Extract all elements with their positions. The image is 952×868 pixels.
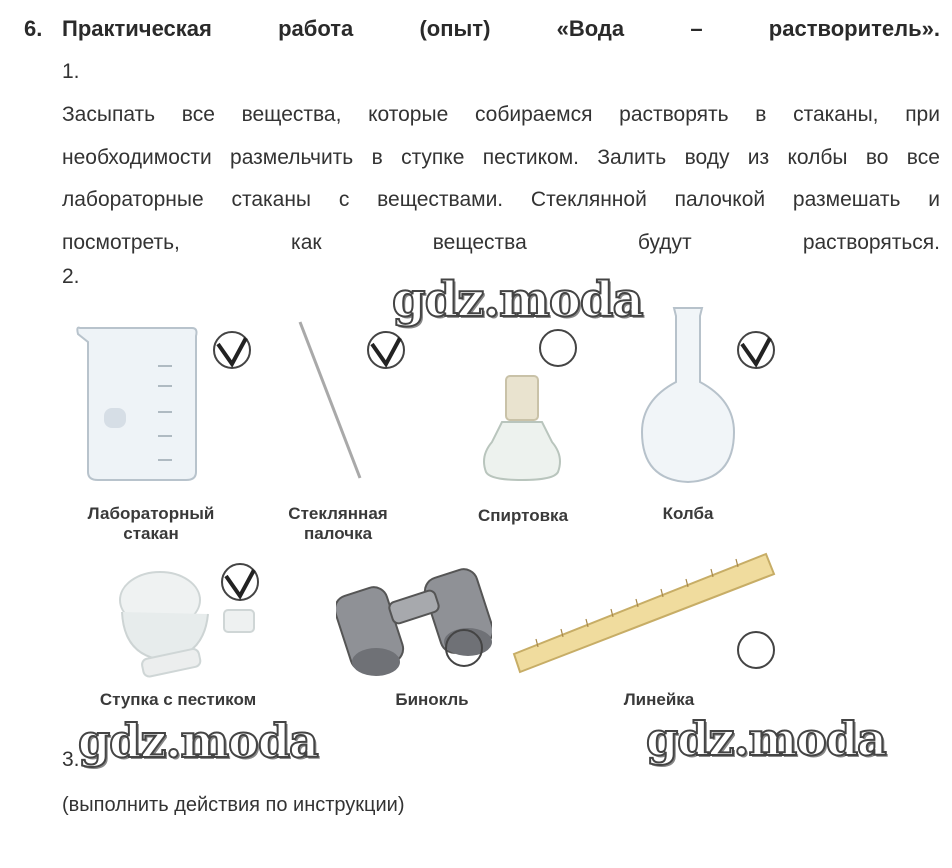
flask-icon bbox=[638, 304, 738, 486]
word: в bbox=[371, 145, 383, 169]
title-word: растворитель». bbox=[768, 16, 940, 41]
checkmark-icon bbox=[366, 330, 406, 370]
checkmark-icon bbox=[220, 562, 260, 602]
watermark: gdz.moda bbox=[78, 714, 318, 768]
empty-circle-icon bbox=[444, 628, 484, 668]
word: размельчить bbox=[230, 145, 354, 169]
task-title bbox=[62, 14, 940, 44]
step-2-number: 2. bbox=[62, 265, 80, 288]
spirit-lamp-icon bbox=[478, 372, 566, 484]
word: стаканы, bbox=[793, 103, 879, 126]
word: веществами. bbox=[377, 188, 504, 211]
watermark: gdz.moda bbox=[392, 272, 643, 328]
beaker-label bbox=[66, 504, 236, 544]
word: все bbox=[906, 145, 940, 169]
task-number: 6. bbox=[24, 16, 43, 41]
step-3-number: 3. bbox=[62, 748, 80, 771]
word: размешать bbox=[792, 188, 901, 211]
label-line: Лабораторный bbox=[87, 504, 215, 523]
word: из bbox=[747, 145, 770, 169]
paragraph-line bbox=[62, 222, 940, 265]
word: в bbox=[755, 103, 767, 126]
spirit-lamp-label: Спиртовка bbox=[477, 506, 569, 525]
title-word: «Вода bbox=[556, 16, 625, 41]
title-word: Практическая bbox=[62, 16, 212, 41]
word: пестиком. bbox=[482, 145, 579, 169]
word: которые bbox=[368, 103, 449, 126]
word: посмотреть, bbox=[62, 230, 180, 254]
word: собираемся bbox=[474, 103, 593, 126]
word: растворяться. bbox=[802, 230, 940, 254]
word: будут bbox=[637, 230, 692, 254]
word: вещества bbox=[432, 230, 527, 254]
word: все bbox=[181, 103, 215, 126]
glass-rod-label bbox=[268, 504, 408, 544]
word: колбы bbox=[787, 145, 848, 169]
step-1-number: 1. bbox=[62, 60, 80, 83]
word: необходимости bbox=[62, 145, 212, 169]
word: как bbox=[291, 230, 322, 254]
paragraph-line bbox=[62, 94, 940, 137]
paragraph-line bbox=[62, 179, 940, 222]
word: Засыпать bbox=[62, 103, 156, 126]
flask-label: Колба bbox=[662, 504, 714, 523]
label-line: палочка bbox=[303, 524, 373, 543]
label-line: Стеклянная bbox=[288, 504, 388, 523]
word: Стеклянной bbox=[530, 188, 647, 211]
watermark: gdz.moda bbox=[646, 712, 886, 766]
word: при bbox=[905, 103, 940, 126]
word: во bbox=[865, 145, 889, 169]
task-heading bbox=[24, 14, 940, 44]
mortar-label: Ступка с пестиком bbox=[99, 690, 257, 709]
word: стаканы bbox=[231, 188, 312, 211]
word: с bbox=[338, 188, 350, 211]
word: и bbox=[928, 188, 940, 211]
footer-note: (выполнить действия по инструкции) bbox=[62, 794, 405, 816]
title-word: работа bbox=[278, 16, 354, 41]
checkmark-icon bbox=[212, 330, 252, 370]
word: растворять bbox=[619, 103, 729, 126]
beaker-icon bbox=[74, 322, 206, 484]
title-word: – bbox=[690, 16, 703, 41]
ruler-label: Линейка bbox=[623, 690, 695, 709]
word: вещества, bbox=[241, 103, 342, 126]
word: ступке bbox=[401, 145, 465, 169]
word: воду bbox=[684, 145, 730, 169]
label-line: стакан bbox=[123, 524, 179, 543]
empty-circle-icon bbox=[736, 630, 776, 670]
empty-circle-icon bbox=[538, 328, 578, 368]
word: палочкой bbox=[674, 188, 766, 211]
paragraph-line bbox=[62, 137, 940, 180]
title-word: (опыт) bbox=[419, 16, 491, 41]
word: Залить bbox=[597, 145, 667, 169]
glass-rod-icon bbox=[296, 318, 366, 484]
binoculars-label: Бинокль bbox=[395, 690, 469, 709]
instructions-paragraph bbox=[62, 94, 940, 264]
checkmark-icon bbox=[736, 330, 776, 370]
word: лабораторные bbox=[62, 188, 204, 211]
